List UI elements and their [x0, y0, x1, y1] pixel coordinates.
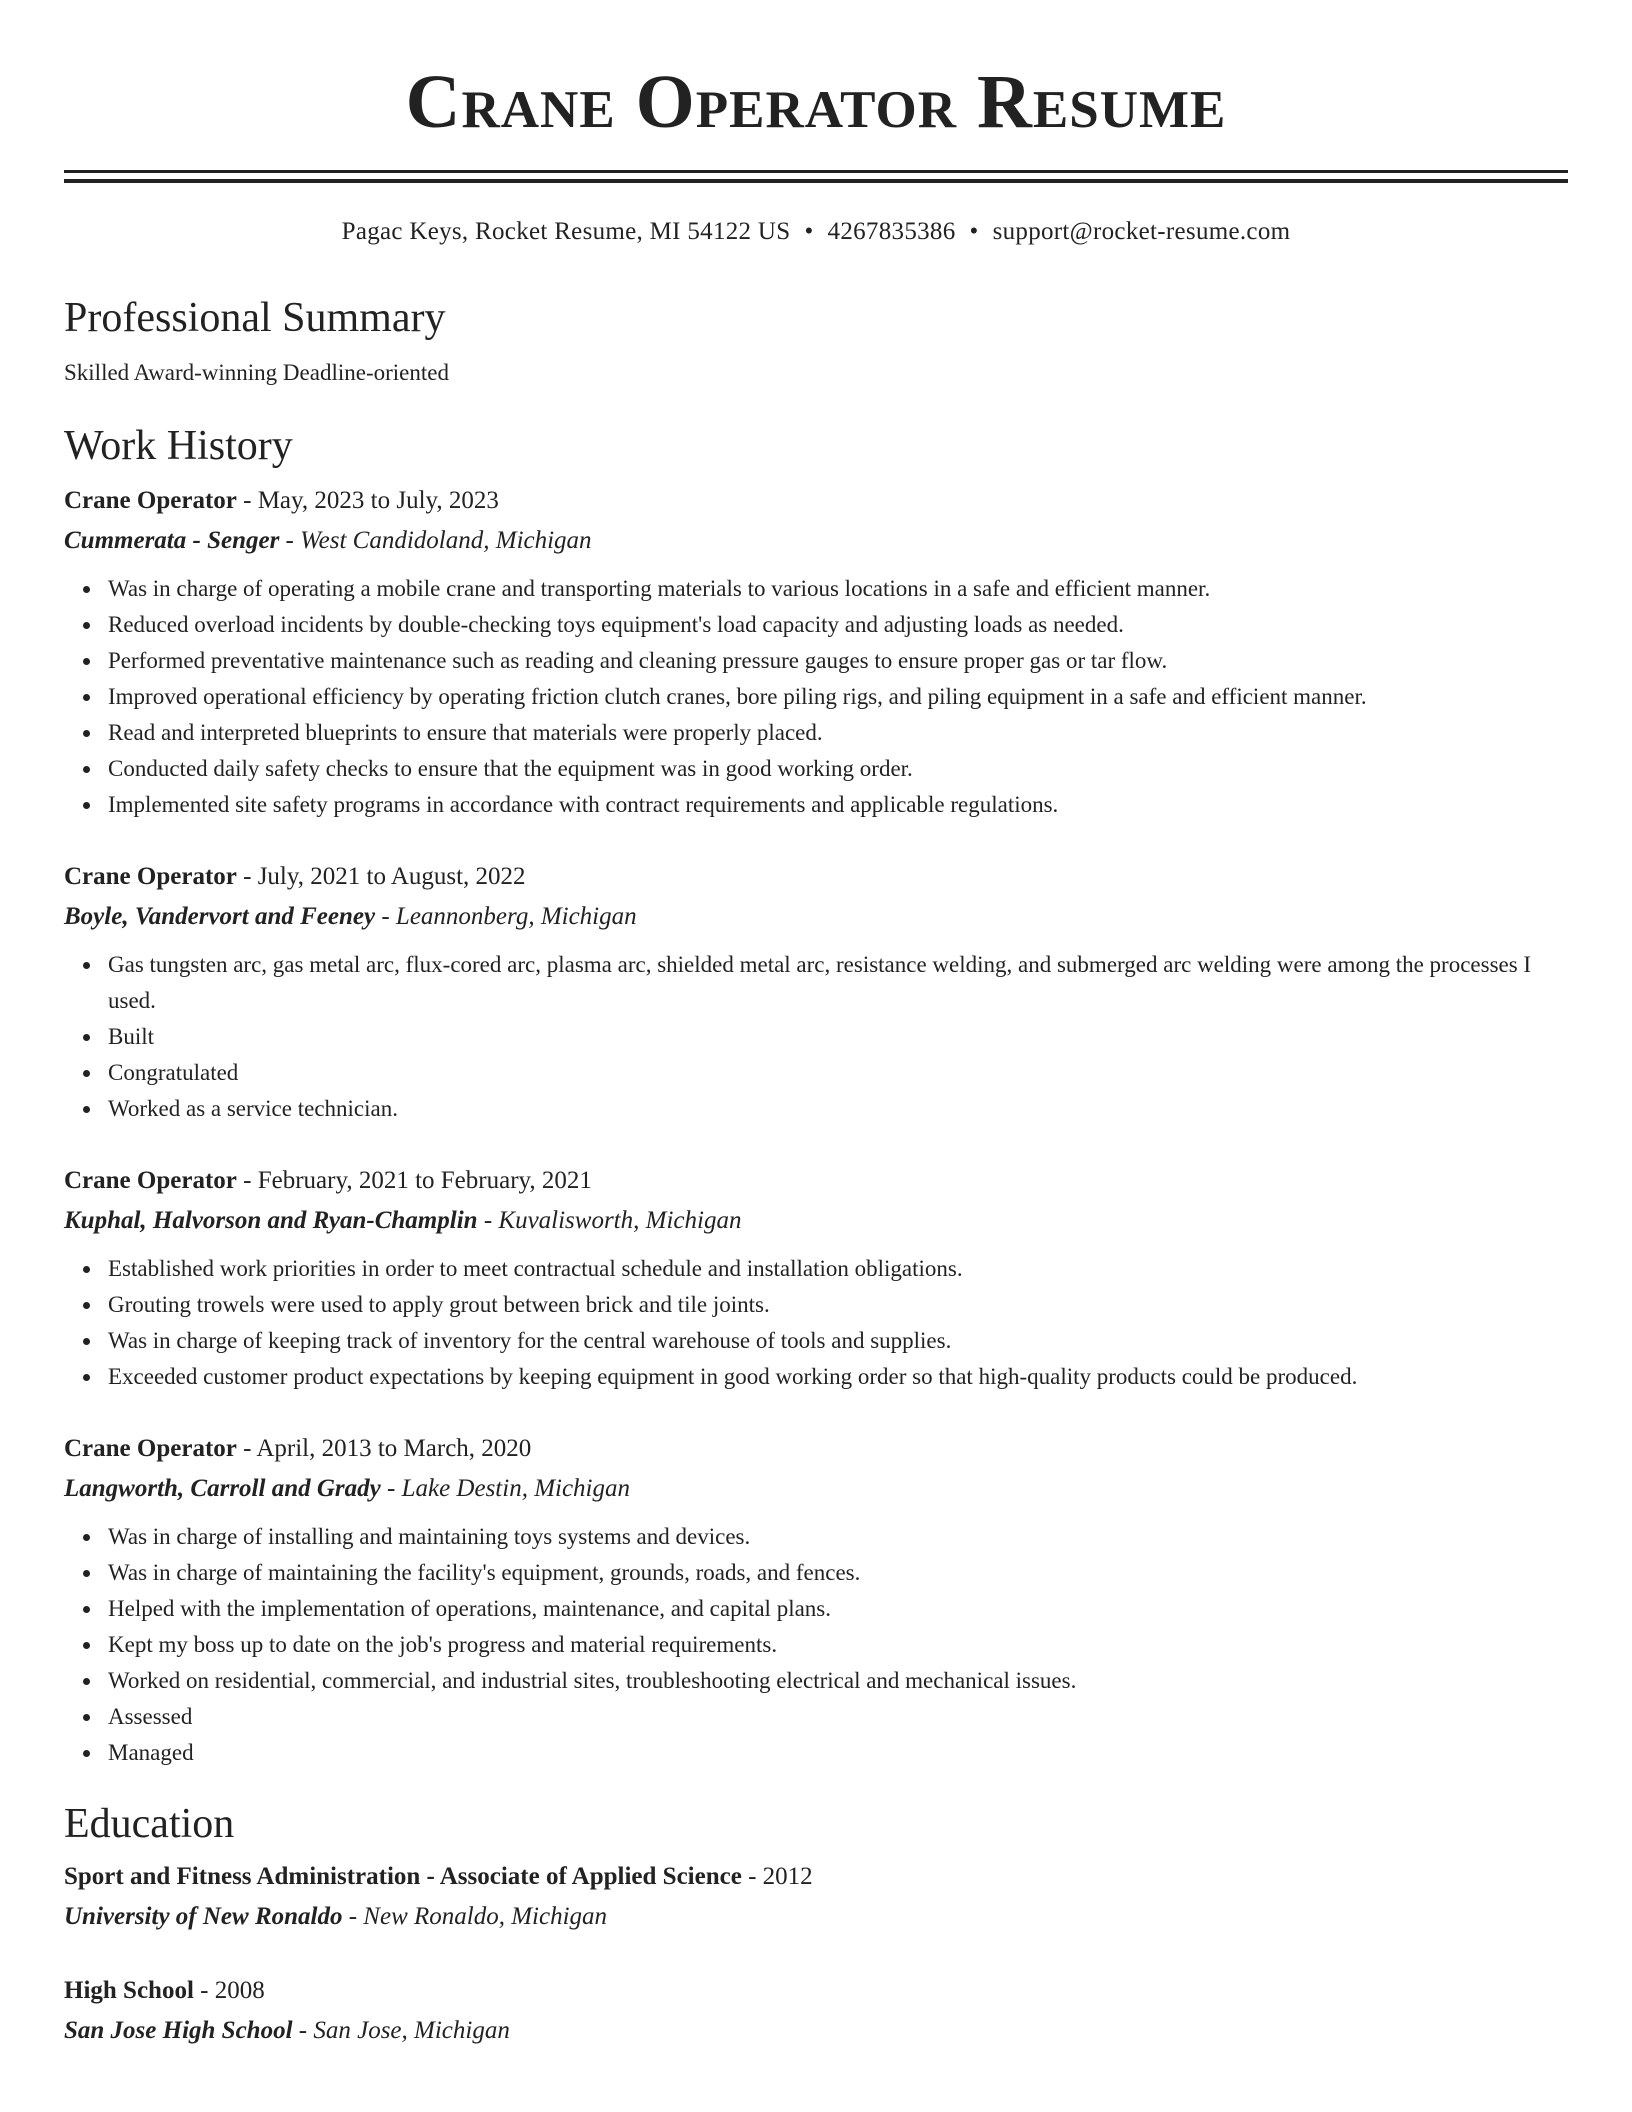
job-title: Crane Operator [64, 1167, 237, 1194]
job-bullet: Worked on residential, commercial, and industrial sites, troubleshooting electrical and mechanical issues. [108, 1663, 1568, 1699]
title-rule-bottom [64, 179, 1568, 183]
summary-heading: Professional Summary [64, 295, 446, 341]
job-employer [64, 1201, 1568, 1241]
job-bullet-list [64, 1519, 1568, 1771]
education-location: - New Ronaldo, Michigan [342, 1903, 608, 1930]
contact-line [64, 217, 1568, 247]
job-bullet: Gas tungsten arc, gas metal arc, flux-cored arc, plasma arc, shielded metal arc, resistance welding, and submerged arc welding were among the processes I used. [108, 947, 1568, 1019]
education-entry [64, 1857, 1568, 1937]
job-header [64, 481, 1568, 521]
education-school: University of New Ronaldo [64, 1903, 343, 1930]
job-bullet: Kept my boss up to date on the job's progress and material requirements. [108, 1627, 1568, 1663]
job-employer [64, 1469, 1568, 1509]
contact-address: Pagac Keys, Rocket Resume, MI 54122 US [341, 218, 791, 245]
job-dates: - February, 2021 to February, 2021 [236, 1167, 592, 1194]
job-bullet: Performed preventative maintenance such as reading and cleaning pressure gauges to ensure proper gas or tar flow. [108, 643, 1568, 679]
job-location: - Lake Destin, Michigan [380, 1475, 631, 1502]
education-heading: Education [64, 1801, 235, 1847]
job-bullet: Worked as a service technician. [108, 1091, 1568, 1127]
job-header [64, 1161, 1568, 1201]
job-location: - Leannonberg, Michigan [375, 903, 637, 930]
job-entry [64, 1161, 1568, 1395]
job-dates: - July, 2021 to August, 2022 [236, 863, 526, 890]
job-bullet-list [64, 947, 1568, 1127]
education-school: San Jose High School [64, 2017, 293, 2044]
contact-separator: • [804, 218, 814, 245]
job-bullet: Managed [108, 1735, 1568, 1771]
job-employer [64, 521, 1568, 561]
job-dates: - May, 2023 to July, 2023 [236, 487, 499, 514]
job-location: - West Candidoland, Michigan [279, 527, 592, 554]
job-bullet: Improved operational efficiency by operating friction clutch cranes, bore piling rigs, and piling equipment in a safe and efficient manner. [108, 679, 1568, 715]
job-bullet: Read and interpreted blueprints to ensure that materials were properly placed. [108, 715, 1568, 751]
job-header [64, 857, 1568, 897]
education-degree: Sport and Fitness Administration - Associate of Applied Science [64, 1863, 742, 1890]
education-degree-line [64, 1971, 1568, 2011]
job-bullet: Grouting trowels were used to apply grout between brick and tile joints. [108, 1287, 1568, 1323]
education-school-line [64, 1897, 1568, 1937]
education-year: - 2008 [193, 1977, 265, 2004]
contact-separator: • [969, 218, 979, 245]
contact-email: support@rocket-resume.com [992, 218, 1291, 245]
education-degree: High School [64, 1977, 194, 2004]
job-title: Crane Operator [64, 487, 237, 514]
job-bullet: Was in charge of installing and maintaining toys systems and devices. [108, 1519, 1568, 1555]
job-location: - Kuvalisworth, Michigan [477, 1207, 742, 1234]
contact-phone: 4267835386 [827, 218, 956, 245]
work-history-heading: Work History [64, 423, 293, 469]
job-bullet: Helped with the implementation of operations, maintenance, and capital plans. [108, 1591, 1568, 1627]
job-bullet: Reduced overload incidents by double-checking toys equipment's load capacity and adjusting loads as needed. [108, 607, 1568, 643]
job-bullet: Assessed [108, 1699, 1568, 1735]
job-employer [64, 897, 1568, 937]
education-school-line [64, 2011, 1568, 2051]
job-entry [64, 481, 1568, 823]
job-entry [64, 857, 1568, 1127]
education-year: - 2012 [741, 1863, 813, 1890]
job-bullet: Was in charge of keeping track of inventory for the central warehouse of tools and supplies. [108, 1323, 1568, 1359]
job-bullet: Established work priorities in order to meet contractual schedule and installation obligations. [108, 1251, 1568, 1287]
education-location: - San Jose, Michigan [292, 2017, 510, 2044]
resume-title: Crane Operator Resume [405, 60, 1227, 144]
job-company: Boyle, Vandervort and Feeney [64, 903, 376, 930]
education-degree-line [64, 1857, 1568, 1897]
title-rule-top [64, 170, 1568, 173]
job-bullet: Implemented site safety programs in accordance with contract requirements and applicable regulations. [108, 787, 1568, 823]
job-dates: - April, 2013 to March, 2020 [236, 1435, 532, 1462]
job-bullet-list [64, 571, 1568, 823]
job-title: Crane Operator [64, 863, 237, 890]
job-bullet: Conducted daily safety checks to ensure that the equipment was in good working order. [108, 751, 1568, 787]
job-entry [64, 1429, 1568, 1771]
summary-text: Skilled Award-winning Deadline-oriented [64, 360, 449, 385]
job-company: Langworth, Carroll and Grady [64, 1475, 381, 1502]
job-title: Crane Operator [64, 1435, 237, 1462]
job-bullet: Exceeded customer product expectations by keeping equipment in good working order so that high-quality products could be produced. [108, 1359, 1568, 1395]
job-company: Cummerata - Senger [64, 527, 280, 554]
job-bullet: Congratulated [108, 1055, 1568, 1091]
job-bullet-list [64, 1251, 1568, 1395]
job-bullet: Was in charge of operating a mobile crane and transporting materials to various locations in a safe and efficient manner. [108, 571, 1568, 607]
job-header [64, 1429, 1568, 1469]
job-bullet: Was in charge of maintaining the facility's equipment, grounds, roads, and fences. [108, 1555, 1568, 1591]
job-bullet: Built [108, 1019, 1568, 1055]
education-entry [64, 1971, 1568, 2051]
job-company: Kuphal, Halvorson and Ryan-Champlin [64, 1207, 478, 1234]
